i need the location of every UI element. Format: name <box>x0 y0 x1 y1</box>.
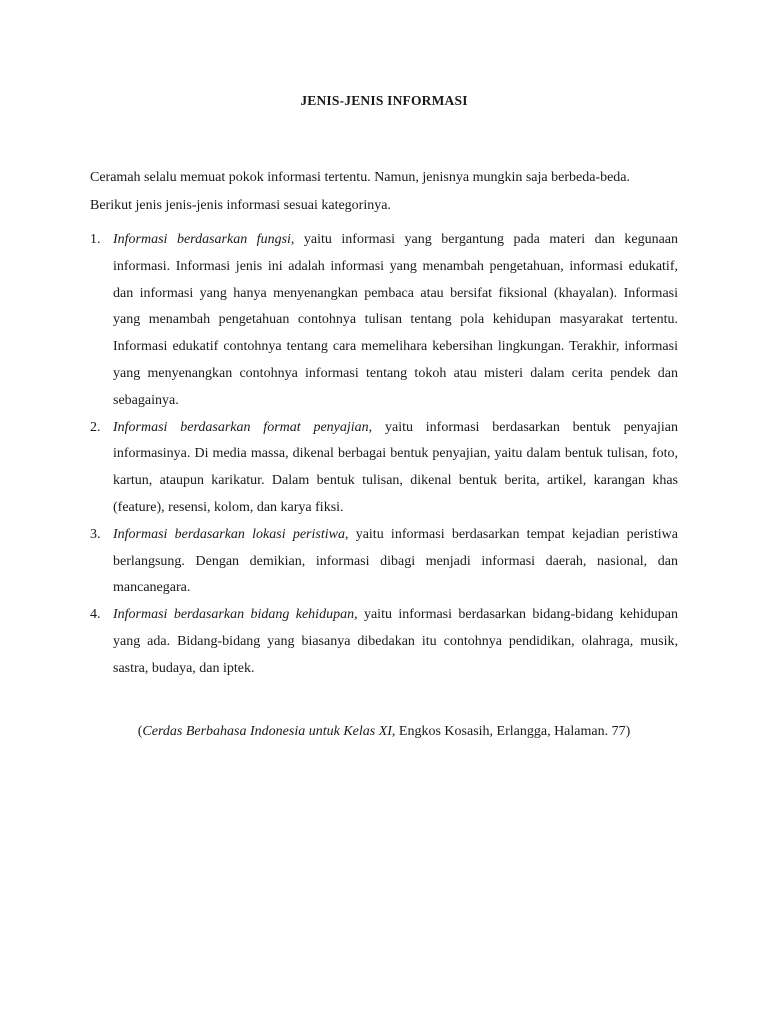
list-item-text: , yaitu informasi berdasarkan bentuk penyajian informasinya. Di media massa, dikenal berbagai bentuk penyajian, yaitu dalam bentuk tulisan, foto, kartun, ataupun karikatur. Dalam bentuk tulisan, dikenal bentuk berita, artikel, karangan khas (feature), resensi, kolom, dan karya fiksi. <box>113 419 678 515</box>
list-item <box>90 227 678 415</box>
list-item-term: Informasi berdasarkan format penyajian <box>113 419 369 435</box>
list-item-number: 4. <box>90 607 101 623</box>
citation-open-paren: ( <box>137 724 143 739</box>
list-item-number: 2. <box>90 419 101 435</box>
information-types-list <box>90 227 678 683</box>
list-item <box>90 602 678 682</box>
document-title: JENIS-JENIS INFORMASI <box>300 93 468 108</box>
list-item-number: 1. <box>90 232 101 247</box>
list-item-text: yaitu informasi yang bergantung pada materi dan kegunaan informasi. Informasi jenis ini adalah informasi yang menambah pengetahuan, informasi edukatif, dan informasi yang hanya menyenangkan pembaca atau bersifat fiksional (khayalan). Informasi yang menambah pengetahuan contohnya tulisan tentang pola kehidupan masyarakat tertentu. Informasi edukatif contohnya tentang cara memelihara kebersihan lingkungan. Terakhir, informasi yang menyenangkan contohnya informasi tentang tokoh atau misteri dalam cerita pendek dan sebagainya. <box>113 232 678 408</box>
list-item-text: , yaitu informasi berdasarkan tempat kejadian peristiwa berlangsung. Dengan demikian, informasi dibagi menjadi informasi daerah, nasional, dan mancanegara. <box>113 526 678 596</box>
list-item-number: 3. <box>90 526 101 542</box>
intro-line-2: Berikut jenis jenis-jenis informasi sesuai kategorinya. <box>90 198 391 213</box>
list-item-term: Informasi berdasarkan bidang kehidupan <box>113 607 355 623</box>
list-item <box>90 415 678 522</box>
intro-paragraph <box>90 164 680 220</box>
intro-line-1: Ceramah selalu memuat pokok informasi tertentu. Namun, jenisnya mungkin saja berbeda-beda. <box>90 170 631 185</box>
list-item-term: Informasi berdasarkan fungsi, <box>113 232 295 247</box>
list-item-text: , yaitu informasi berdasarkan bidang-bidang kehidupan yang ada. Bidang-bidang yang biasanya dibedakan itu contohnya pendidikan, olahraga, musik, sastra, budaya, dan iptek. <box>113 607 678 676</box>
list-item <box>90 522 678 602</box>
list-item-term: Informasi berdasarkan lokasi peristiwa <box>113 526 345 542</box>
citation-details: , Engkos Kosasih, Erlangga, Halaman. 77) <box>391 724 631 739</box>
citation-book-title: Cerdas Berbahasa Indonesia untuk Kelas XI <box>142 724 392 739</box>
source-citation <box>0 719 768 745</box>
